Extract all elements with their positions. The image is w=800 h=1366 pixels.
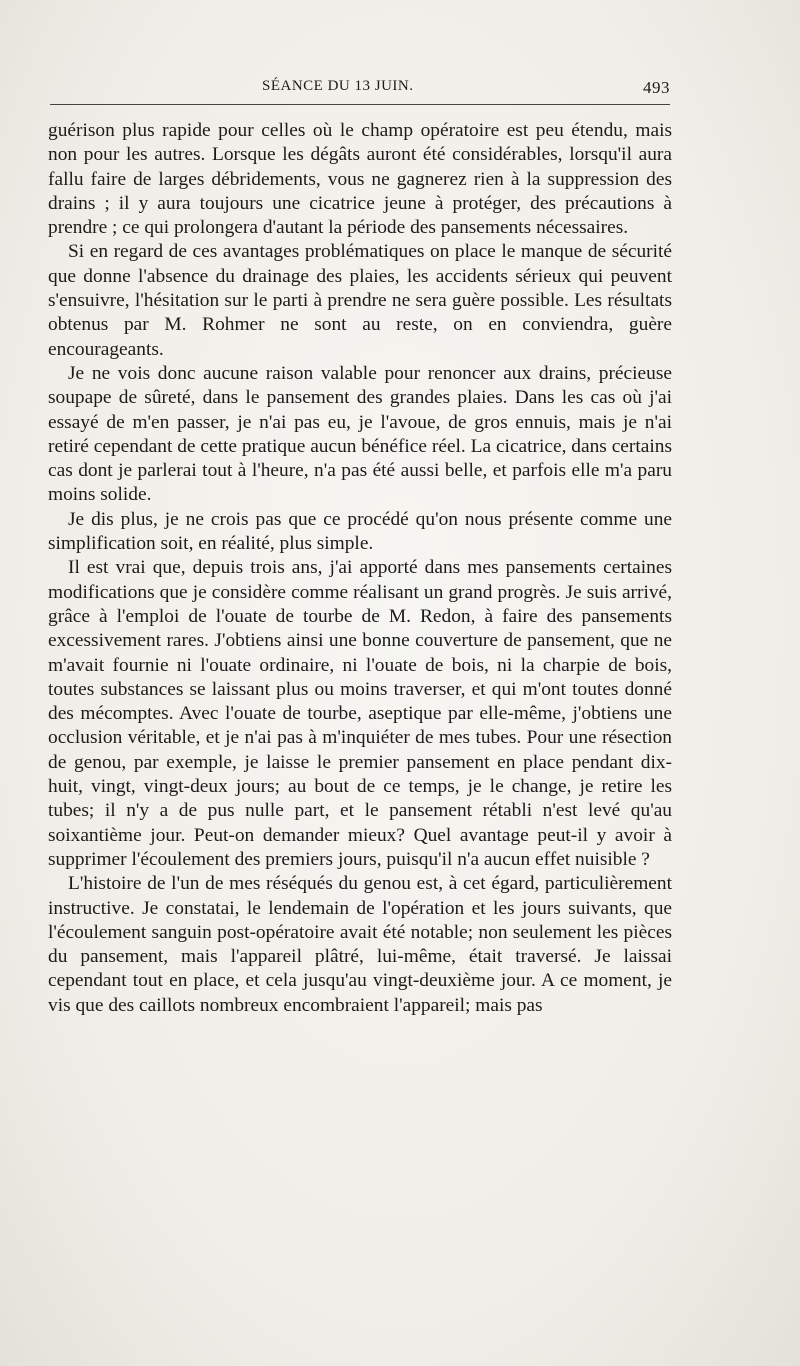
page-header xyxy=(50,78,670,102)
page-number: 493 xyxy=(643,78,670,97)
paragraph-6: L'histoire de l'un de mes réséqués du genou est, à cet égard, particulièrement instructive. Je constatai, le lendemain de l'opération et les jours suivants, que l'écoulement sanguin post-opératoire avait été notable; non seulement les pièces du pansement, mais l'appareil plâtré, lui-même, était traversé. Je laissai cependant tout en place, et cela jusqu'au vingt-deuxième jour. A ce moment, je vis que des caillots nombreux encombraient l'appareil; mais pas xyxy=(48,873,672,1016)
paragraph-2: Si en regard de ces avantages problématiques on place le manque de sécurité que donne l'absence du drainage des plaies, les accidents sérieux qui peuvent s'ensuivre, l'hésitation sur le parti à prendre ne sera guère possible. Les résultats obtenus par M. Rohmer ne sont au reste, on en conviendra, guère encourageants. xyxy=(48,241,672,360)
running-head: SÉANCE DU 13 JUIN. xyxy=(262,78,414,94)
body-text xyxy=(48,119,672,1018)
header-rule xyxy=(50,104,670,105)
paragraph-4: Je dis plus, je ne crois pas que ce procédé qu'on nous présente comme une simplification soit, en réalité, plus simple. xyxy=(48,508,672,555)
paragraph-1: guérison plus rapide pour celles où le champ opératoire est peu étendu, mais non pour les autres. Lorsque les dégâts auront été considérables, lorsqu'il aura fallu faire de larges débridements, vous ne gagnerez rien à la suppression des drains ; il y aura toujours une cicatrice jeune à protéger, des précautions à prendre ; ce qui prolongera d'autant la période des pansements nécessaires. xyxy=(48,120,672,239)
paragraph-5: Il est vrai que, depuis trois ans, j'ai apporté dans mes pansements certaines modifications que je considère comme réalisant un grand progrès. Je suis arrivé, grâce à l'emploi de l'ouate de tourbe de M. Redon, à faire des pansements excessivement rares. J'obtiens ainsi une bonne couverture de pansement, que ne m'avait fournie ni l'ouate ordinaire, ni l'ouate de bois, ni la charpie de bois, toutes substances se laissant plus ou moins traverser, et qui m'ont toutes donné des mécomptes. Avec l'ouate de tourbe, aseptique par elle-même, j'obtiens une occlusion véritable, et je n'ai pas à m'inquiéter de mes tubes. Pour une résection de genou, par exemple, je laisse le premier pansement en place pendant dix-huit, vingt, vingt-deux jours; au bout de ce temps, je le change, je retire les tubes; il n'y a de pus nulle part, et le pansement rétabli n'est levé qu'au soixantième jour. Peut-on demander mieux? Quel avantage peut-il y avoir à supprimer l'écoulement des premiers jours, puisqu'il n'a aucun effet nuisible ? xyxy=(48,557,672,870)
paragraph-3: Je ne vois donc aucune raison valable pour renoncer aux drains, précieuse soupape de sûreté, dans le pansement des grandes plaies. Dans les cas où j'ai essayé de m'en passer, je n'ai pas eu, je l'avoue, de gros ennuis, mais je n'ai retiré cependant de cette pratique aucun bénéfice réel. La cicatrice, dans certains cas dont je parlerai tout à l'heure, n'a pas été aussi belle, et parfois elle m'a paru moins solide. xyxy=(48,362,672,506)
